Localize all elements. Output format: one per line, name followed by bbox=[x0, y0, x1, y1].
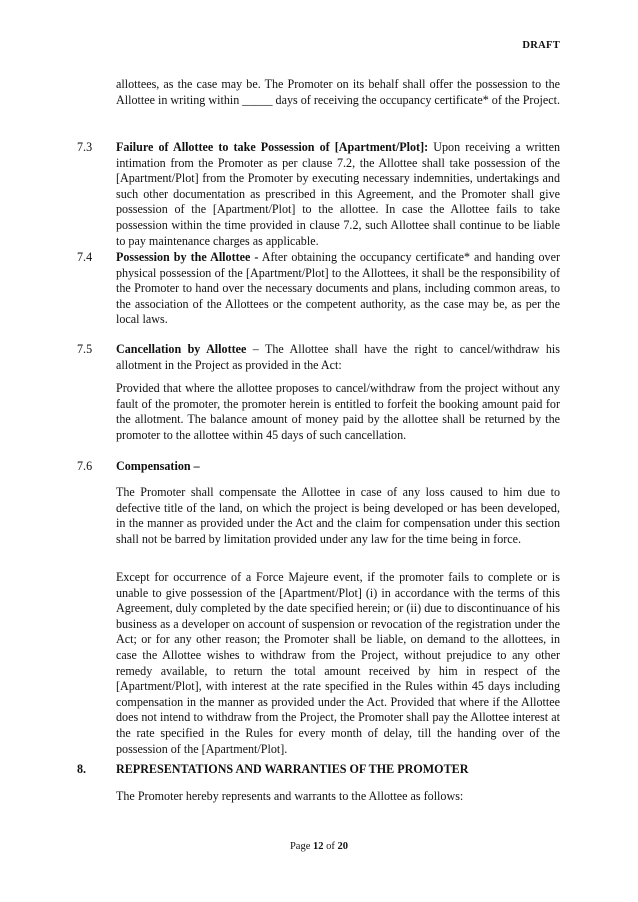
clause-7-4-text: After obtaining the occupancy certificate* and handing over physical possession of the [Apartment/Plot] to the Allottees, it shall be the responsibility of the Promoter to hand over the necessary documents and plans, including common areas, to the association of the Allottees or the competent authority, as the case may be, as per the local laws. bbox=[116, 250, 560, 327]
clause-7-5-heading: Cancellation by Allottee bbox=[116, 342, 247, 356]
clause-number-7-6: 7.6 bbox=[77, 459, 93, 473]
page-total-number: 20 bbox=[337, 841, 349, 852]
draft-watermark-label: DRAFT bbox=[522, 40, 560, 51]
clause-number-7-4: 7.4 bbox=[77, 250, 93, 264]
clause-7-3-text: Upon receiving a written intimation from the Promoter as per clause 7.2, the Allottee shall take possession of the [Apartment/Plot] from the Promoter by executing necessary indemnities, undertakings and such other documentation as prescribed in this Agreement, and the Promoter shall give possession of the [Apartment/Plot] to the allottee. In case the Allottee fails to take possession within the time provided in clause 7.2, such Allottee shall continue to be liable to pay maintenance charges as applicable. bbox=[116, 140, 560, 248]
section-number-8: 8. bbox=[77, 762, 87, 776]
clause-7-4-heading: Possession by the Allottee - bbox=[116, 250, 259, 264]
of-word: of bbox=[326, 841, 335, 852]
page-word: Page bbox=[289, 841, 311, 852]
clause-7-5-text: – The Allottee shall have the right to cancel/withdraw his allotment in the Project as provided in the Act: bbox=[116, 342, 560, 372]
clause-7-5-proviso: Provided that where the allottee proposes to cancel/withdraw from the project without any fault of the promoter, the promoter herein is entitled to forfeit the booking amount paid for the allotment. The balance amount of money paid by the allottee shall be returned by the promoter to the allottee within 45 days of such cancellation. bbox=[116, 381, 560, 442]
clause-7-6-heading: Compensation – bbox=[116, 459, 200, 473]
intro-paragraph: allottees, as the case may be. The Promoter on its behalf shall offer the possession to the Allottee in writing within _____ days of receiving the occupancy certificate* of the Project. bbox=[116, 77, 560, 107]
clause-number-7-3: 7.3 bbox=[77, 140, 93, 154]
page-footer bbox=[0, 841, 638, 852]
section-8-text: The Promoter hereby represents and warrants to the Allottee as follows: bbox=[116, 789, 464, 803]
clause-7-6-paragraph-2: Except for occurrence of a Force Majeure event, if the promoter fails to complete or is unable to give possession of the [Apartment/Plot] (i) in accordance with the terms of this Agreement, duly completed by the date specified herein; or (ii) due to discontinuance of his business as a developer on account of suspension or revocation of the registration under the Act; or for any other reason; the Promoter shall be liable, on demand to the allottees, in case the Allottee wishes to withdraw from the Project, without prejudice to any other remedy available, to return the total amount received by him in respect of the [Apartment/Plot], with interest at the rate specified in the Rules within 45 days including compensation in the manner as provided under the Act. Provided that where if the Allottee does not intend to withdraw from the Project, the Promoter shall pay the Allottee interest at the rate specified in the Rules for every month of delay, till the handing over of the possession of the [Apartment/Plot]. bbox=[116, 570, 560, 756]
section-8-heading: REPRESENTATIONS AND WARRANTIES OF THE PROMOTER bbox=[116, 762, 469, 776]
clause-number-7-5: 7.5 bbox=[77, 342, 93, 356]
page-current-number: 12 bbox=[313, 841, 324, 852]
clause-7-5 bbox=[116, 342, 560, 373]
clause-7-3-heading: Failure of Allottee to take Possession of [Apartment/Plot]: bbox=[116, 140, 429, 154]
clause-7-4 bbox=[116, 250, 560, 328]
clause-7-6-paragraph-1: The Promoter shall compensate the Allottee in case of any loss caused to him due to defective title of the land, on which the project is being developed or has been developed, in the manner as provided under the Act and the claim for compensation under this section shall not be barred by limitation provided under any law for the time being in force. bbox=[116, 485, 560, 546]
clause-7-3 bbox=[116, 140, 560, 249]
